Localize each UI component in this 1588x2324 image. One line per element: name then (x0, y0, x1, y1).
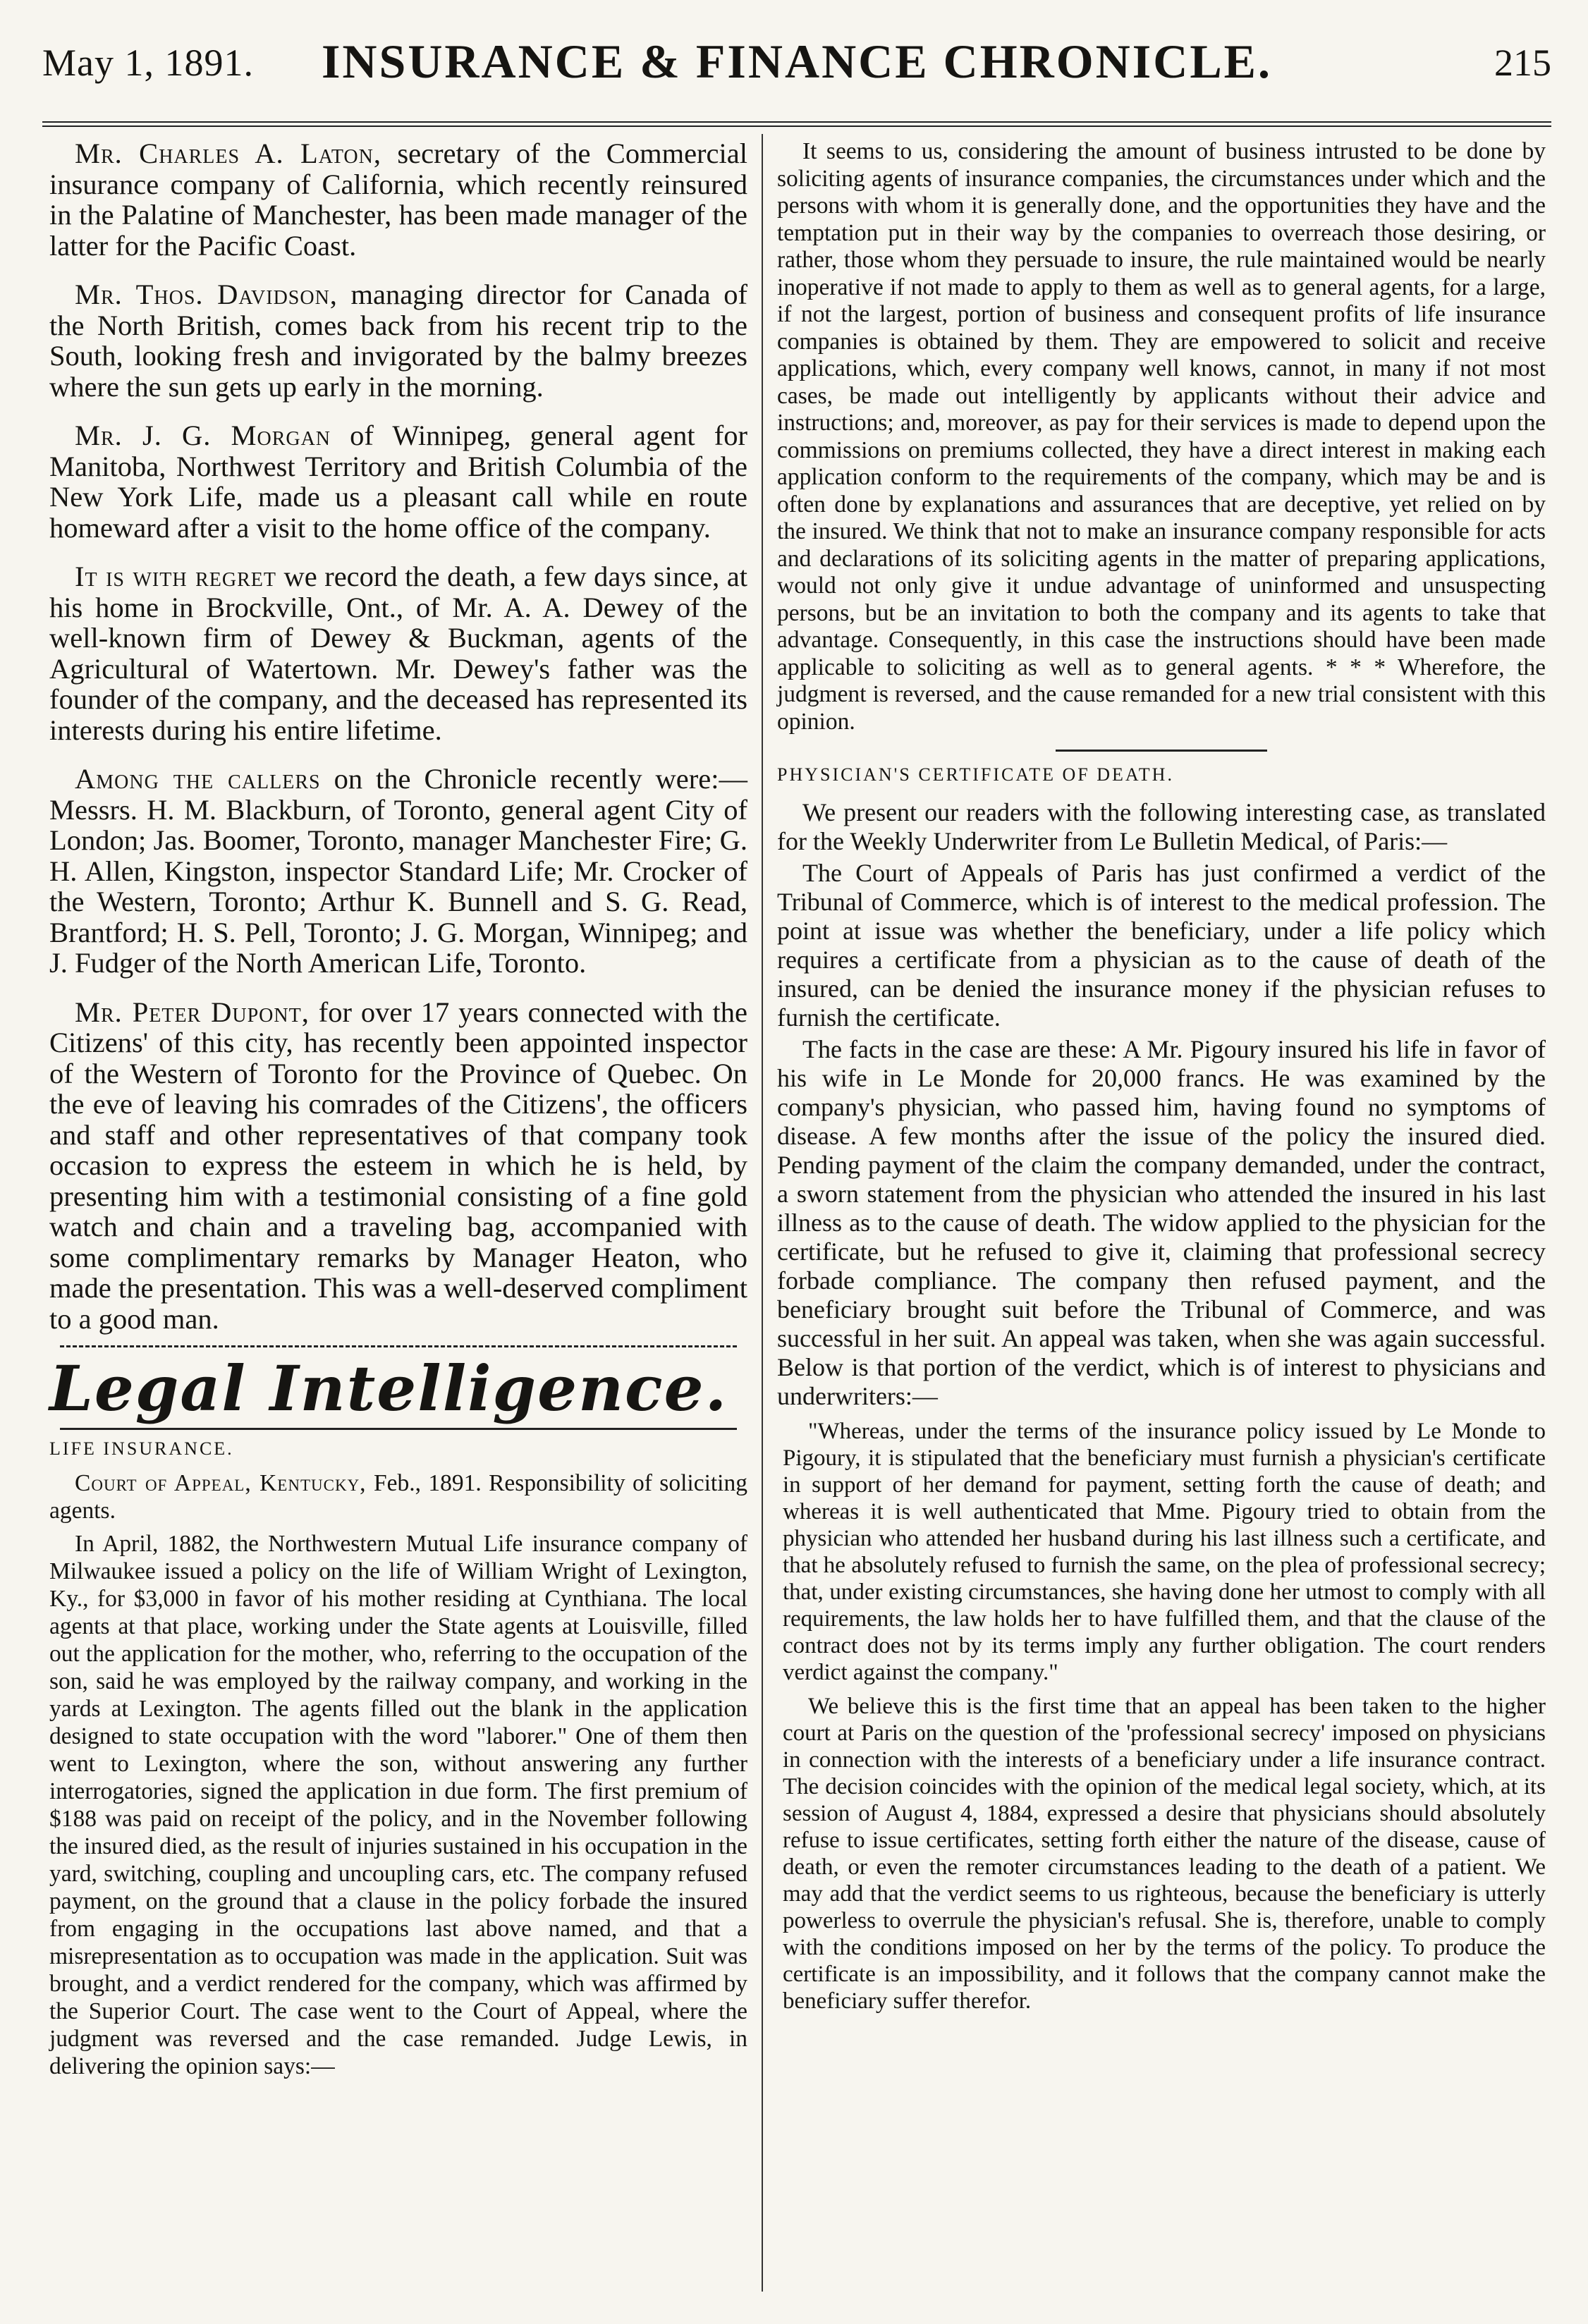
article-heading: PHYSICIAN'S CERTIFICATE OF DEATH. (777, 764, 1174, 785)
article-divider (1056, 750, 1267, 752)
section-title: Legal Intelligence. (49, 1352, 728, 1425)
column-divider (762, 134, 763, 2292)
news-item-text: we record the death, a few days since, at his home in Brockville, Ont., of Mr. A. A. Dewey of the well-known firm of Dewey & Buckman, agents of the Agricultural of Watertown. Mr. Dewey's father was the founder of the company, and the deceased has represented its interests during his entire lifetime. (49, 561, 748, 746)
section-divider (60, 1345, 737, 1347)
page-header (42, 27, 1551, 111)
news-item-text: secretary of the Commercial insurance company of California, which recently reinsured in the Palatine of Manchester, has been made manager of the latter for the Pacific Coast. (49, 137, 747, 262)
publication-title: INSURANCE & FINANCE CHRONICLE. (321, 35, 1273, 88)
news-item (49, 561, 747, 745)
court-opinion: It seems to us, considering the amount of business intrusted to be done by soliciting agents of insurance companies, the circumstances under which and the persons with whom it is generally done, and the opportunities they have and the temptation put in their way by the companies to overreach those desiring, or rather, those whom they persuade to insure, the rule maintained would be nearly inoperative if not made to apply to them as well as to general agents, for a large, if not the largest, portion of business and consequent profits of life insurance companies is obtained by them. They are empowered to solicit and receive applications, which, every company well knows, cannot, in many if not most cases, be made out intelligently by applicants without their advice and instructions; and, moreover, as pay for their services is made to depend upon the commissions on premiums collected, they have a direct interest in making each application conform to the requirements of the company, which may be and is often done by explanations and assurances that are deceptive, yet relied on by the insured. We think that not to make an insurance company responsible for acts and declarations of its soliciting agents in the matter of preparing applications, would not only give it undue advantage of uninformed and unsuspecting persons, but be an invitation to both the company and its agents to take that advantage. Consequently, in this case the instructions should have been made applicable to soliciting as well as to general agents. * * * Wherefore, the judgment is reversed, and the cause remanded for a new trial consistent with this opinion. (777, 138, 1546, 735)
news-item (49, 997, 747, 1335)
news-item-lead: Mr. J. G. Morgan (75, 420, 331, 451)
case-summary: Feb., 1891. Responsibility of soliciting agents. (49, 1470, 747, 1524)
subsection-heading: LIFE INSURANCE. (49, 1438, 234, 1459)
news-item (49, 420, 747, 543)
news-item-lead: Mr. Thos. Davidson, (75, 279, 338, 310)
article-paragraph: The facts in the case are these: A Mr. Pigoury insured his life in favor of his wife in Le Monde for 20,000 francs. He was examined by the company's physician, who passed him, having found no symptoms of disease. A few months after the issue of the policy the insured died. Pending payment of the claim the company demanded, under the contract, a sworn statement from the physician who attended the insured in his last illness as to the cause of death. The widow applied to the physician for the certificate, but he refused to give it, claiming that professional secrecy forbade compliance. The company then refused payment, and the beneficiary brought suit before the Tribunal of Commerce, and was successful in her suit. An appeal was taken, when she was again successful. Below is that portion of the verdict, which is of interest to physicians and underwriters:— (777, 1035, 1546, 1410)
news-item-text: of Winnipeg, general agent for Manitoba, Northwest Territory and British Columbia of the New York Life, made us a pleasant call while en route homeward after a visit to the home office of the company. (49, 420, 748, 544)
page-number: 215 (1494, 42, 1551, 84)
right-column (777, 138, 1546, 2014)
article-intro: We present our readers with the following interesting case, as translated for the Weekly Underwriter from Le Bulletin Medical, of Paris:— (777, 798, 1546, 855)
news-item-text: on the Chronicle recently were:—Messrs. H. M. Blackburn, of Toronto, general agent City of London; Jas. Boomer, Toronto, manager Manchester Fire; G. H. Allen, Kingston, inspector Standard Life; Mr. Crocker of the Western, Toronto; Arthur K. Bunnell and S. G. Read, Brantford; H. S. Pell, Toronto; J. G. Morgan, Winnipeg; and J. Fudger of the North American Life, Toronto. (49, 763, 747, 979)
case-citation (49, 1469, 747, 1524)
case-body: In April, 1882, the Northwestern Mutual Life insurance company of Milwaukee issued a policy on the life of William Wright of Lexington, Ky., for $3,000 in favor of his mother residing at Cynthiana. The local agents at that place, working under the State agents at Louisville, filled out the application for the mother, who, referring to the occupation of the son, said he was employed by the railway company, and working in the yards at Lexington. The agents filled out the blank in the application designed to state occupation with the word "laborer." One of them then went to Lexington, where the son, without answering any further interrogatories, signed the application in due form. The first premium of $188 was paid on receipt of the policy, and in the November following the insured died, as the result of injuries sustained in his occupation in the yard, switching, coupling and uncoupling cars, etc. The company refused payment, on the ground that a clause in the policy forbade the insured from engaging in the occupations last above named, and that a misrepresentation as to occupation was made in the application. Suit was brought, and a verdict rendered for the company, which was affirmed by the Superior Court. The case went to the Court of Appeal, where the judgment was reversed and the case remanded. Judge Lewis, in delivering the opinion says:— (49, 1531, 747, 2079)
news-item (49, 764, 747, 979)
header-rule (42, 121, 1551, 127)
news-item-lead: It is with regret (75, 561, 276, 592)
article-paragraph: The Court of Appeals of Paris has just confirmed a verdict of the Tribunal of Commerce, which is of interest to the medical profession. The point at issue was whether the beneficiary, under a life policy which requires a certificate from a physician as to the cause of death of the insured, can be denied the insurance money if the physician refuses to furnish the certificate. (777, 859, 1546, 1032)
news-item-lead: Mr. Charles A. Laton, (75, 137, 381, 169)
article-closing: We believe this is the first time that an appeal has been taken to the higher court at Paris on the question of the 'professional secrecy' imposed on physicians in connection with the interests of a beneficiary under a life insurance contract. The decision coincides with the opinion of the medical legal society, which, at its session of August 4, 1884, expressed a desire that physicians should absolutely refuse to issue certificates, setting forth either the nature of the disease, cause of death, or even the remoter circumstances leading to the death of a patient. We may add that the verdict seems to us righteous, because the beneficiary is utterly powerless to overrule the physician's refusal. She is, therefore, unable to comply with the conditions imposed on her by the terms of the policy. To produce the certificate is an impossibility, and it follows that the company cannot make the beneficiary suffer therefor. (783, 1694, 1546, 2014)
issue-date: May 1, 1891. (42, 42, 254, 84)
news-item-text: managing director for Canada of the North British, comes back from his recent trip to the South, looking fresh and invigorated by the balmy breezes where the sun gets up early in the morning. (49, 279, 747, 403)
news-item-text: for over 17 years connected with the Citizens' of this city, has recently been appointed inspector of the Western of Toronto for the Province of Quebec. On the eve of leaving his comrades of the Citizens', the officers and staff and other representatives of that company took occasion to express the esteem in which he is held, by presenting him with a testimonial consisting of a fine gold watch and chain and a traveling bag, accompanied with some complimentary remarks by Manager Heaton, who made the presentation. This was a well-deserved compliment to a good man. (49, 996, 747, 1335)
section-title-rule (60, 1428, 737, 1430)
news-item-lead: Among the callers (75, 763, 321, 795)
verdict-quote: "Whereas, under the terms of the insurance policy issued by Le Monde to Pigoury, it is stipulated that the beneficiary must furnish a physician's certificate in support of her demand for payment, setting forth the cause of death; and whereas it is well authenticated that Mme. Pigoury tried to obtain from the physician who attended her husband during his last illness such a certificate, and that he absolutely refused to furnish the same, on the plea of professional secrecy; that, under existing circumstances, she having done her utmost to comply with all requirements, the law holds her to have fulfilled them, and that the clause of the contract does not by its terms imply any further obligation. The court renders verdict against the company." (783, 1419, 1546, 1685)
news-item (49, 138, 747, 261)
news-item (49, 279, 747, 402)
news-item-lead: Mr. Peter Dupont, (75, 996, 310, 1028)
left-column (49, 138, 747, 2080)
case-court: Court of Appeal, Kentucky, (75, 1470, 367, 1496)
